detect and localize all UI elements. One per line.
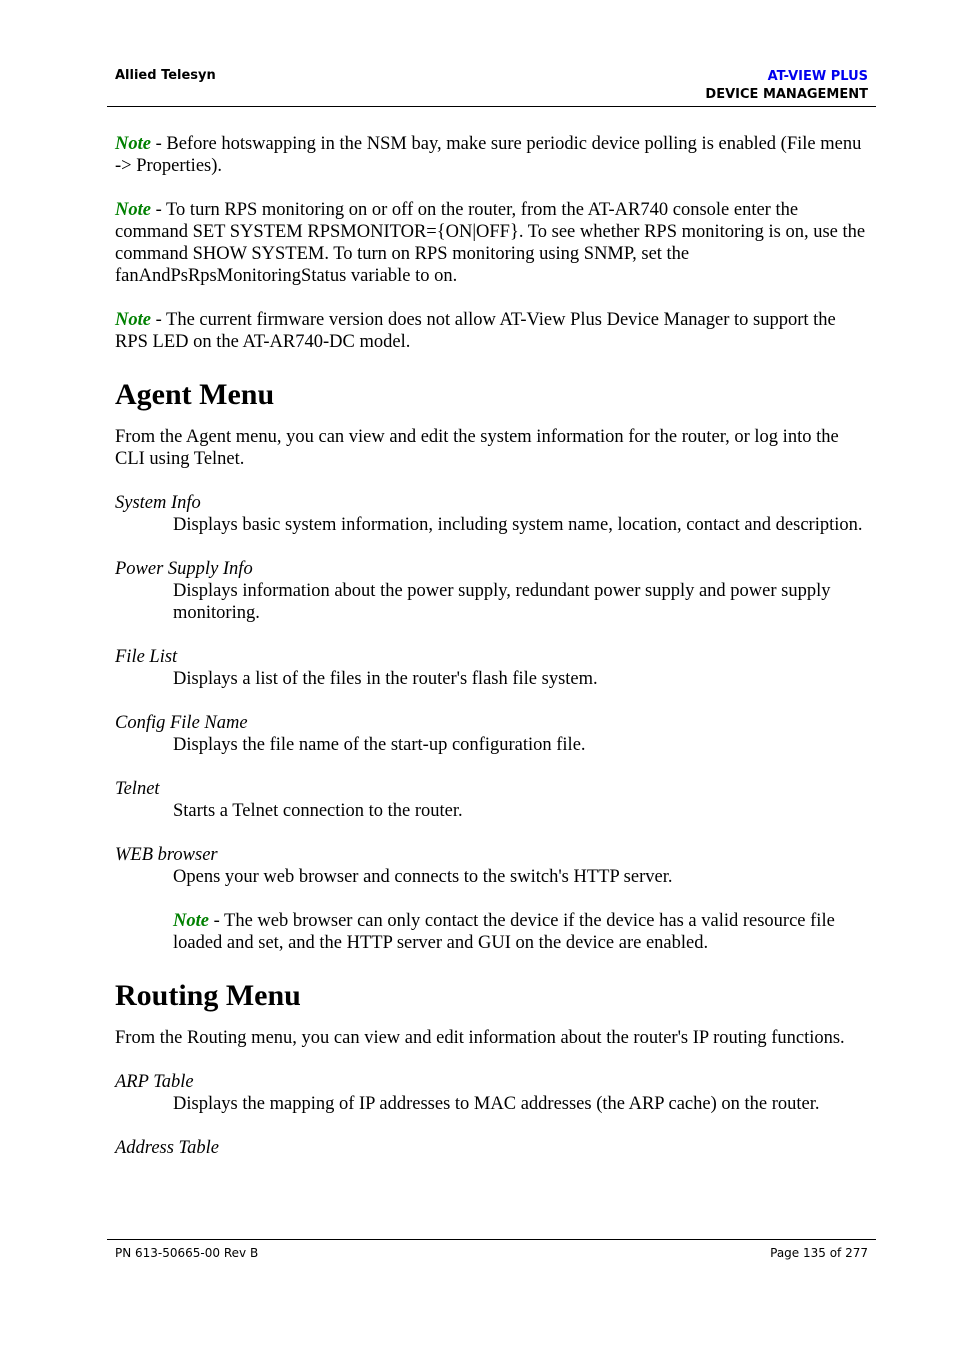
part-number: PN 613-50665-00 Rev B (115, 1246, 259, 1260)
term-file-list: File List (115, 647, 178, 667)
page-footer (107, 1239, 876, 1260)
agent-intro: From the Agent menu, you can view and edit the system information for the router, or log into the CLI using Telnet. (115, 427, 839, 469)
note-text: - Before hotswapping in the NSM bay, make sure periodic device polling is enabled (File menu -> Properties). (115, 134, 862, 176)
note-label: Note (173, 911, 209, 931)
term-power-supply-info: Power Supply Info (115, 559, 253, 579)
note-paragraph (115, 133, 870, 177)
note-label: Note (115, 200, 151, 220)
term-address-table: Address Table (115, 1138, 219, 1158)
note-text: - To turn RPS monitoring on or off on the router, from the AT-AR740 console enter the command SET SYSTEM RPSMONITOR={ON|OFF}. To see whether RPS monitoring is on, use the command SHOW SYSTEM. To turn on RPS monitoring using SNMP, set the fanAndPsRpsMonitoringStatus variable to on. (115, 200, 866, 286)
page-number: Page 135 of 277 (770, 1246, 868, 1260)
term-arp-table: ARP Table (115, 1072, 194, 1092)
def-system-info: Displays basic system information, including system name, location, contact and description. (173, 515, 863, 535)
def-telnet: Starts a Telnet connection to the router. (173, 801, 463, 821)
term-web-browser: WEB browser (115, 845, 218, 865)
def-power-supply-info: Displays information about the power supply, redundant power supply and power supply monitoring. (173, 581, 831, 623)
note-label: Note (115, 310, 151, 330)
page-content (115, 133, 870, 1159)
term-telnet: Telnet (115, 779, 160, 799)
note-text: - The current firmware version does not allow AT-View Plus Device Manager to support the RPS LED on the AT-AR740-DC model. (115, 310, 836, 352)
def-file-list: Displays a list of the files in the router's flash file system. (173, 669, 598, 689)
header-titles (705, 68, 868, 104)
product-title: AT-VIEW PLUS (767, 69, 868, 84)
term-config-file-name: Config File Name (115, 713, 248, 733)
company-name: Allied Telesyn (115, 68, 216, 83)
def-config-file-name: Displays the file name of the start-up configuration file. (173, 735, 586, 755)
section-title: DEVICE MANAGEMENT (705, 87, 868, 102)
page-header (107, 60, 876, 107)
note-paragraph (115, 309, 870, 353)
routing-menu-heading: Routing Menu (115, 979, 301, 1012)
note-label: Note (115, 134, 151, 154)
web-browser-note (173, 910, 870, 954)
routing-intro: From the Routing menu, you can view and edit information about the router's IP routing functions. (115, 1028, 845, 1048)
def-web-browser: Opens your web browser and connects to the switch's HTTP server. (173, 867, 673, 887)
note-text: - The web browser can only contact the device if the device has a valid resource file loaded and set, and the HTTP server and GUI on the device are enabled. (173, 911, 835, 953)
note-paragraph (115, 199, 870, 287)
term-system-info: System Info (115, 493, 201, 513)
def-arp-table: Displays the mapping of IP addresses to MAC addresses (the ARP cache) on the router. (173, 1094, 820, 1114)
agent-menu-heading: Agent Menu (115, 378, 275, 411)
